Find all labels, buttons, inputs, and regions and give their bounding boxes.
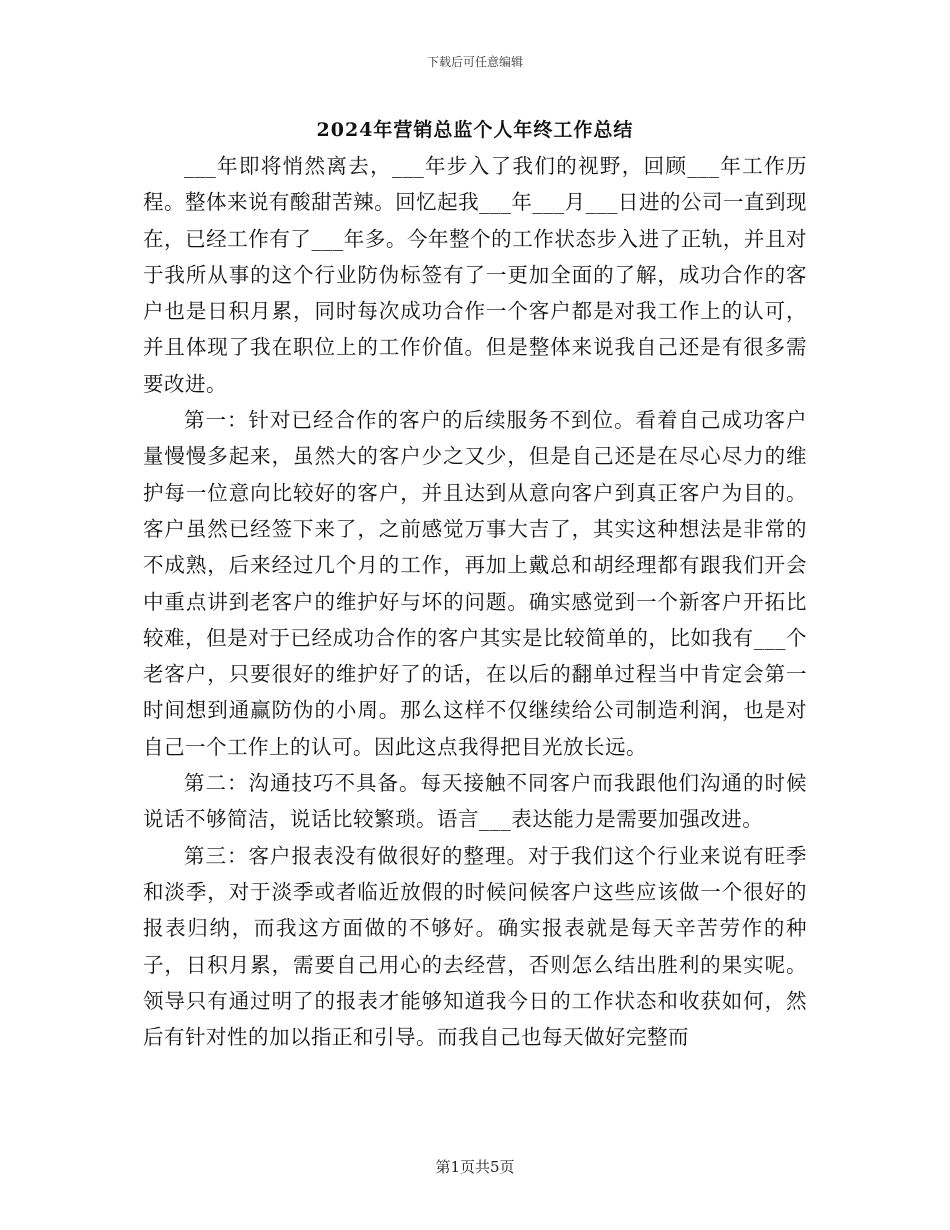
document-body [143, 148, 807, 1055]
page-footer: 第1页共5页 [435, 1158, 515, 1176]
paragraph-first-point: 第一：针对已经合作的客户的后续服务不到位。看着自己成功客户量慢慢多起来，虽然大的客户少之又少，但是自己还是在尽心尽力的维护每一位意向比较好的客户，并且达到从意向客户到真正客户为目的。客户虽然已经签下来了，之前感觉万事大吉了，其实这种想法是非常的不成熟，后来经过几个月的工作，再加上戴总和胡经理都有跟我们开会中重点讲到老客户的维护好与坏的问题。确实感觉到一个新客户开拓比较难，但是对于已经成功合作的客户其实是比较简单的，比如我有___个老客户，只要很好的维护好了的话，在以后的翻单过程当中肯定会第一时间想到通赢防伪的小周。那么这样不仅继续给公司制造利润，也是对自己一个工作上的认可。因此这点我得把目光放长远。 [143, 408, 807, 759]
header-note: 下载后可任意编辑 [426, 55, 523, 69]
paragraph-second-point: 第二：沟通技巧不具备。每天接触不同客户而我跟他们沟通的时候说话不够简洁，说话比较繁琐。语言___表达能力是需要加强改进。 [143, 771, 807, 832]
paragraph-intro: ___年即将悄然离去，___年步入了我们的视野，回顾___年工作历程。整体来说有酸甜苦辣。回忆起我___年___月___日进的公司一直到现在，已经工作有了___年多。今年整个的工作状态步入进了正轨，并且对于我所从事的这个行业防伪标签有了一更加全面的了解，成功合作的客户也是日积月累，同时每次成功合作一个客户都是对我工作上的认可，并且体现了我在职位上的工作价值。但是整体来说我自己还是有很多需要改进。 [143, 154, 807, 396]
paragraph-third-point: 第三：客户报表没有做很好的整理。对于我们这个行业来说有旺季和淡季，对于淡季或者临近放假的时候问候客户这些应该做一个很好的报表归纳，而我这方面做的不够好。确实报表就是每天辛苦劳作的种子，日积月累，需要自己用心的去经营，否则怎么结出胜利的果实呢。领导只有通过明了的报表才能够知道我今日的工作状态和收获如何，然后有针对性的加以指正和引导。而我自己也每天做好完整而 [143, 843, 807, 1050]
document-title: 2024年营销总监个人年终工作总结 [316, 119, 634, 141]
